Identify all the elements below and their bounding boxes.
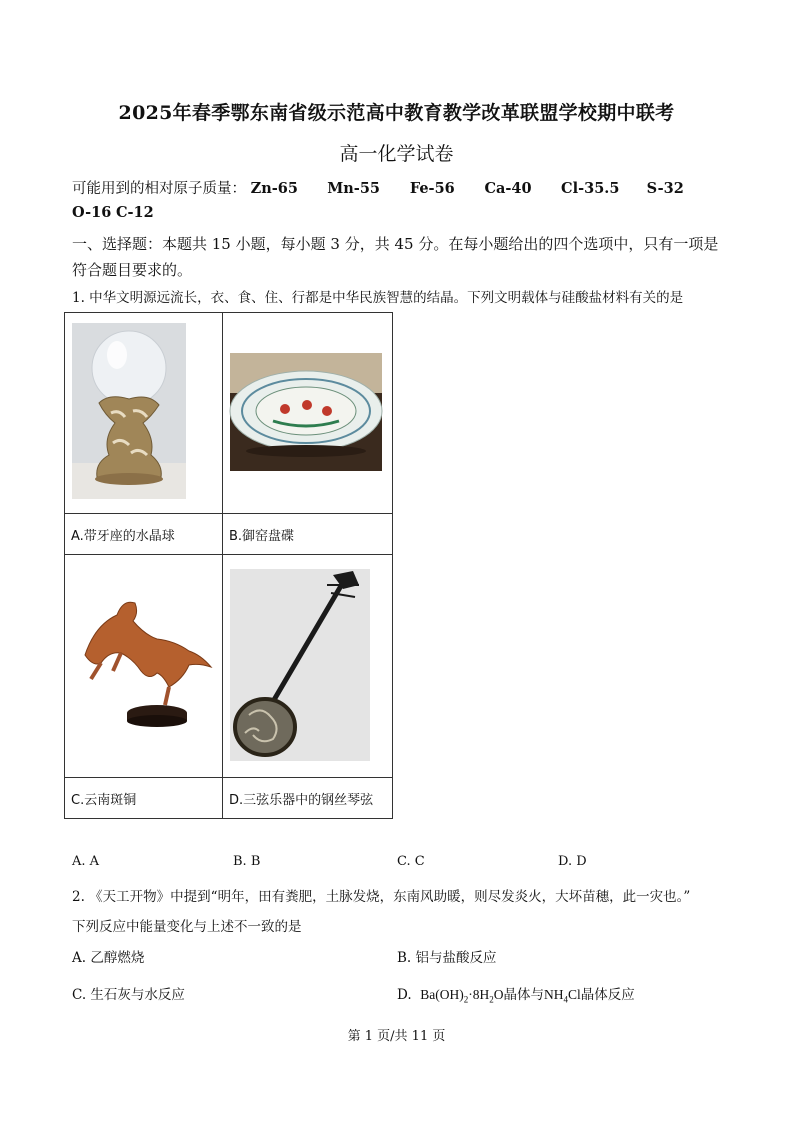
question-2-option-c[interactable]: C. 生石灰与水反应 — [72, 987, 185, 1003]
atomic-mass-item: Mn-55 — [327, 180, 381, 197]
page-number: 第 1 页/共 11 页 — [347, 1029, 446, 1044]
crystal-ball-image — [65, 313, 222, 509]
atomic-mass-item: S-32 — [646, 180, 684, 197]
option-a-image-cell — [65, 313, 223, 514]
option-b-image-cell — [223, 313, 393, 514]
section-heading: 一、选择题：本题共 15 小题，每小题 3 分，共 45 分。在每小题给出的四个选项中，只有一项是符合题目要求的。 — [72, 235, 719, 279]
option-c-image-cell — [65, 555, 223, 778]
atomic-masses-line2 — [72, 204, 154, 221]
option-d-caption: D.三弦乐器中的钢丝琴弦 — [223, 778, 393, 819]
ammonium-chloride-formula — [543, 987, 581, 1005]
option-a-caption: A.带牙座的水晶球 — [65, 514, 223, 555]
atomic-mass-item: Fe-56 — [409, 180, 455, 197]
formula-subscript: 2 — [463, 994, 469, 1005]
option-d-image-cell — [223, 555, 393, 778]
formula-subscript: 2 — [489, 994, 494, 1005]
question-2-option-a[interactable]: A. 乙醇燃烧 — [72, 950, 145, 966]
formula-part: NH — [543, 987, 564, 1002]
atomic-masses-line1 — [72, 177, 684, 198]
question-2-stem-line2: 下列反应中能量变化与上述不一致的是 — [72, 919, 302, 935]
formula-part: ·8H — [468, 987, 490, 1002]
atomic-masses-label: 可能用到的相对原子质量： — [72, 181, 246, 197]
formula-part: Ba(OH) — [420, 987, 464, 1002]
question-1-image-table — [64, 312, 393, 819]
atomic-mass-item: O-16 — [72, 204, 112, 221]
option-c-caption: C.云南斑铜 — [65, 778, 223, 819]
option-d-text: 晶体与 — [503, 987, 544, 1003]
formula-part: O — [493, 987, 504, 1002]
exam-title: 2025年春季鄂东南省级示范高中教育教学改革联盟学校期中联考 — [118, 102, 675, 124]
barium-hydroxide-formula — [420, 987, 504, 1005]
option-d-text: 晶体反应 — [580, 987, 635, 1003]
exam-subtitle: 高一化学试卷 — [339, 143, 454, 165]
formula-part: Cl — [567, 987, 581, 1002]
question-2-option-b[interactable]: B. 铝与盐酸反应 — [397, 950, 497, 966]
question-1-option-d[interactable]: D. D — [558, 854, 587, 869]
atomic-mass-item: C-12 — [115, 204, 154, 221]
copper-horse-image — [65, 555, 222, 773]
atomic-mass-item: Zn-65 — [250, 180, 298, 197]
imperial-plate-image — [223, 313, 392, 509]
option-b-caption: B.御窑盘碟 — [223, 514, 393, 555]
atomic-mass-item: Ca-40 — [484, 180, 532, 197]
question-1-option-a[interactable]: A. A — [72, 854, 100, 869]
atomic-mass-item: Cl-35.5 — [561, 180, 620, 197]
question-2-option-d[interactable] — [397, 983, 635, 1005]
question-1-stem: 1. 中华文明源远流长，衣、食、住、行都是中华民族智慧的结晶。下列文明载体与硅酸盐材料有关的是 — [72, 290, 684, 306]
question-1-option-b[interactable]: B. B — [233, 854, 261, 869]
question-1-option-c[interactable]: C. C — [397, 854, 425, 869]
formula-subscript: 4 — [563, 994, 568, 1005]
sanxian-instrument-image — [223, 555, 392, 773]
option-d-prefix: D. — [397, 987, 412, 1003]
question-2-stem-line1: 2. 《天工开物》中提到“明年，田有粪肥，土脉发烧，东南风助暖，则尽发炎火，大坏苗穗，此一灾也。” — [72, 889, 691, 905]
